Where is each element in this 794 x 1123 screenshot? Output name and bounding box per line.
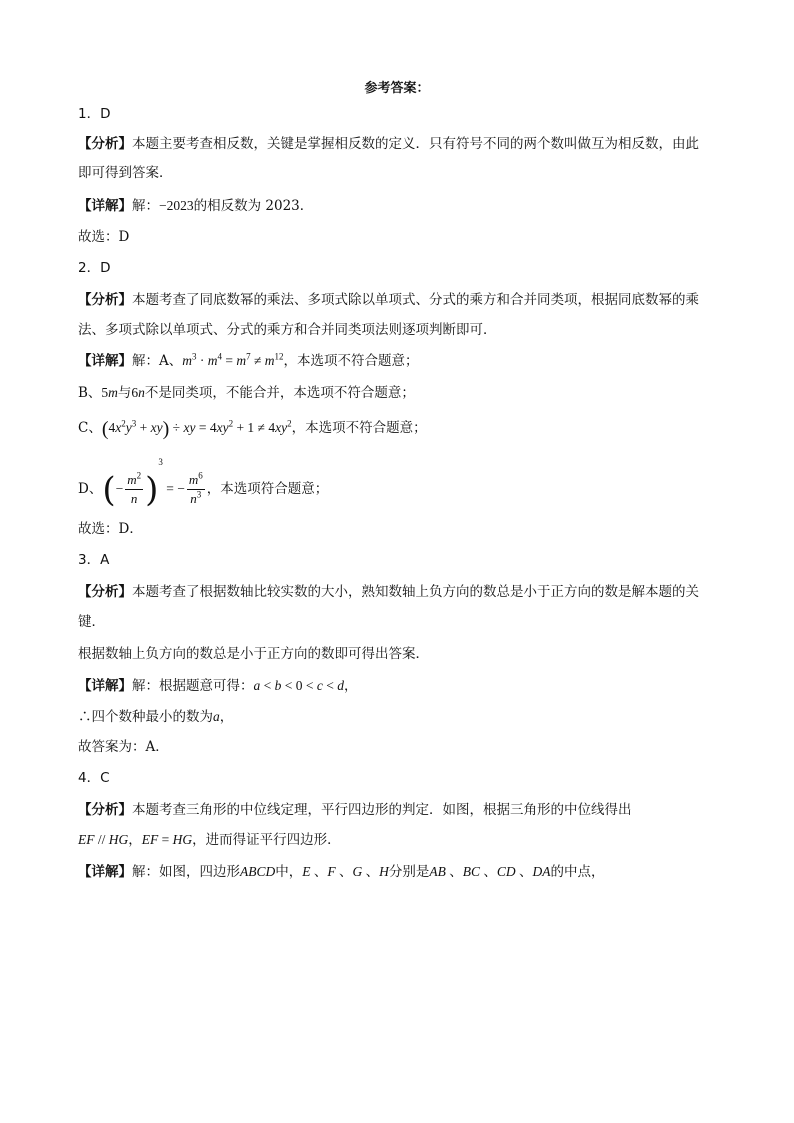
q2-choose: 故选：D． [78, 521, 143, 537]
q4-equal-expr: EF = HG [141, 832, 193, 847]
q4-quad: ABCD [240, 864, 276, 879]
q2-d-formula: (− $\frac{m^2}{n}$ )$^3$ = − $\frac{m^6}{n^3}$ [102, 457, 203, 510]
q2-b-with: 与 [117, 385, 132, 401]
q4-parallel-expr: EF // HG [78, 832, 129, 847]
q2-analysis-text: 本题考查了同底数幂的乘法、多项式除以单项式、分式的乘方和合并同类项，根据同底数幂的乘 [132, 292, 699, 308]
analysis-tag: 【分析】 [78, 292, 132, 308]
q2-detail-b [78, 383, 415, 403]
q3-detail-pre: 解：根据题意可得： [132, 678, 254, 694]
q3-inequality: a < b < 0 < c < d [253, 678, 344, 693]
q3-therefore-var: a [213, 709, 220, 724]
q2-b-pre: B、 [78, 385, 102, 401]
q4-sep: ， [128, 832, 142, 848]
detail-tag: 【详解】 [78, 353, 132, 369]
q4-points: E 、F 、G 、H [302, 864, 389, 879]
q3-therefore-post: ， [219, 709, 234, 725]
q2-a-formula: $m^3 \cdot m^4 = m^7 \ne m^{12}$ [182, 351, 284, 368]
q1-head: 1．D [78, 106, 111, 122]
q2-b-term1: 5m [101, 385, 118, 400]
q4-points-mid: 分别是 [388, 864, 430, 880]
q2-head: 2．D [78, 260, 111, 276]
q1-detail [78, 196, 313, 216]
q3-therefore [78, 707, 233, 727]
q4-analysis-line2 [78, 830, 341, 850]
q3-detail-post: ， [343, 678, 358, 694]
q2-detail-a [78, 351, 419, 371]
q4-analysis-post: ，进而得证平行四边形． [192, 832, 341, 848]
q2-c-note: ，本选项不符合题意； [291, 420, 427, 436]
page-title: 参考答案： [364, 81, 430, 96]
detail-tag: 【详解】 [78, 678, 132, 694]
q2-detail-c [78, 418, 427, 439]
q2-d-pre: D、 [78, 481, 103, 497]
q4-detail-pre: 解：如图，四边形 [132, 864, 240, 880]
q2-d-note: ，本选项符合题意； [206, 481, 329, 497]
q3-analysis-text: 本题考查了根据数轴比较实数的大小，熟知数轴上负方向的数总是小于正方向的数是解本题的关 [132, 584, 699, 600]
q1-analysis-line1 [78, 134, 699, 154]
q3-head: 3．A [78, 552, 110, 568]
q4-analysis-line1 [78, 800, 632, 820]
q4-detail [78, 862, 605, 882]
analysis-tag: 【分析】 [78, 136, 132, 152]
detail-tag: 【详解】 [78, 198, 132, 214]
q2-a-pre: 解：A、 [132, 353, 183, 369]
q2-analysis-line2: 法、多项式除以单项式、分式的乘方和合并同类项法则逐项判断即可． [78, 322, 497, 338]
analysis-tag: 【分析】 [78, 802, 132, 818]
q1-detail-post: 的相反数为 2023． [193, 198, 314, 214]
q3-analysis-line2: 键． [78, 614, 105, 630]
q4-head: 4．C [78, 770, 110, 786]
q4-mid: 中， [275, 864, 303, 880]
q2-c-formula: $(4x^2y^3 + xy)$ ÷ xy = $4xy^2 + 1 \ne 4xy^2$ [101, 417, 292, 440]
q4-analysis-text: 本题考查三角形的中位线定理，平行四边形的判定．如图，根据三角形的中位线得出 [132, 802, 632, 818]
q3-detail [78, 676, 357, 696]
q2-analysis-line1 [78, 290, 699, 310]
analysis-tag: 【分析】 [78, 584, 132, 600]
q1-choose: 故选：D [78, 229, 130, 245]
q1-analysis-line2: 即可得到答案． [78, 165, 173, 181]
q1-detail-expr: −2023 [159, 198, 194, 213]
q4-segments: AB 、BC 、CD 、DA [429, 864, 551, 879]
q2-b-note: 不是同类项，不能合并，本选项不符合题意； [144, 385, 415, 401]
q3-therefore-pre: ∴四个数种最小的数为 [78, 709, 213, 725]
q3-analysis-line1 [78, 582, 699, 602]
q2-c-pre: C、 [78, 420, 102, 436]
q1-detail-pre: 解： [132, 198, 159, 214]
q2-b-term2: 6n [131, 385, 145, 400]
q1-analysis-text: 本题主要考查相反数，关键是掌握相反数的定义．只有符号不同的两个数叫做互为相反数，由此 [132, 136, 699, 152]
q3-analysis-line3: 根据数轴上负方向的数总是小于正方向的数即可得出答案． [78, 646, 429, 662]
q3-answer: 故答案为：A． [78, 739, 169, 755]
detail-tag: 【详解】 [78, 864, 132, 880]
q4-points-post: 的中点， [550, 864, 605, 880]
q2-a-note: ，本选项不符合题意； [283, 353, 419, 369]
q2-detail-d [78, 457, 329, 510]
